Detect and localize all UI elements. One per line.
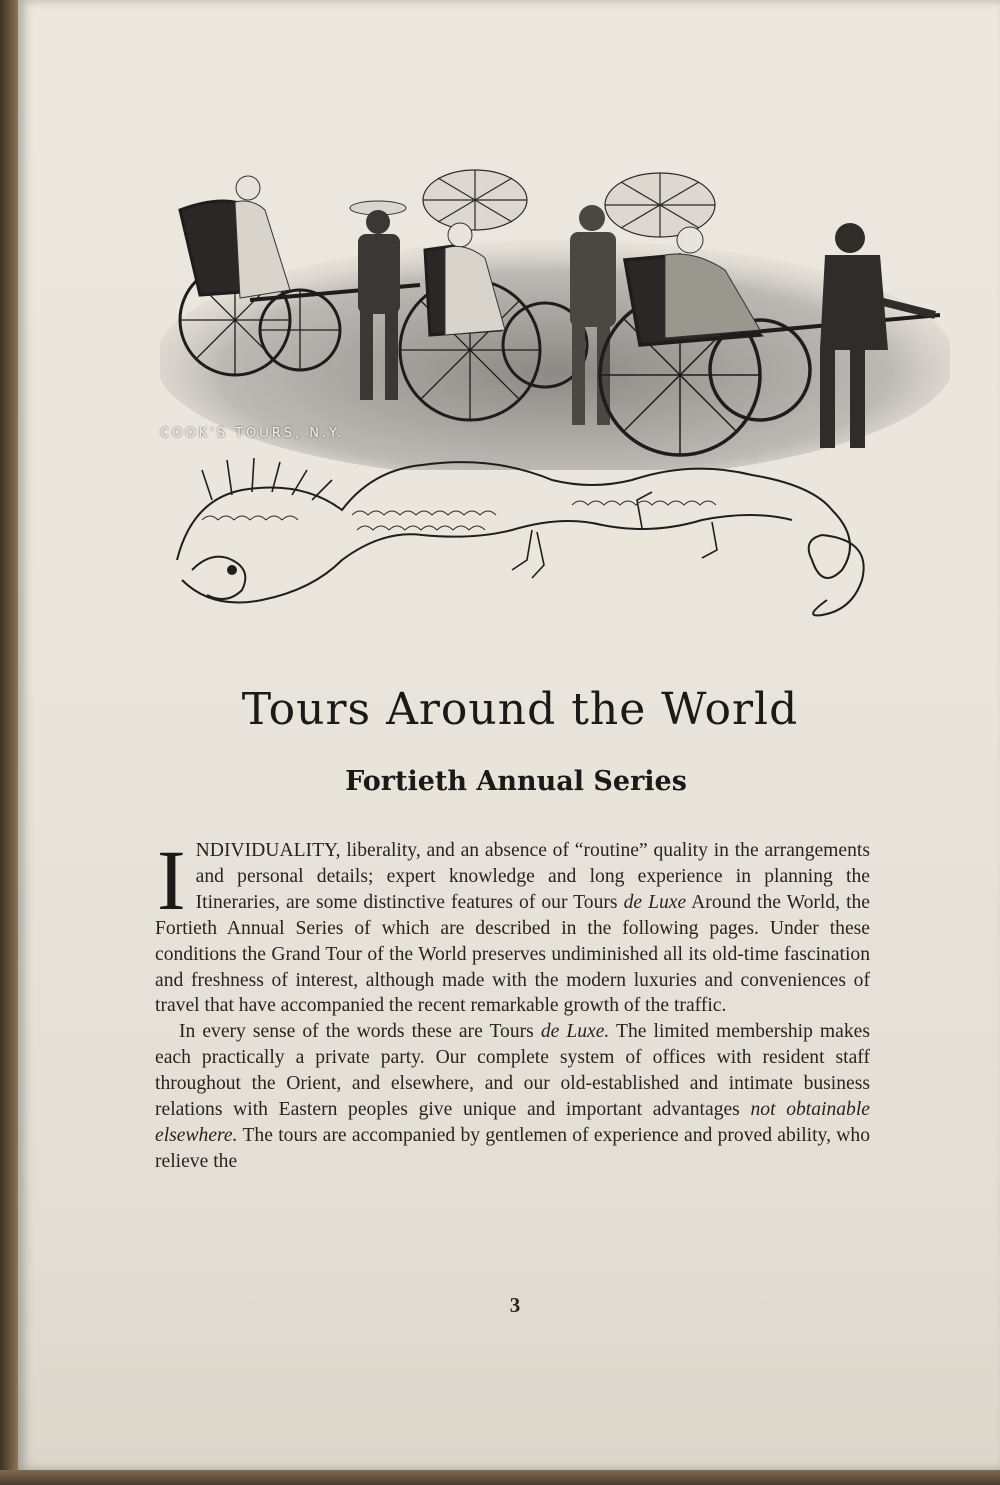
drop-cap: I — [157, 832, 186, 928]
rickshaw-photo — [160, 160, 950, 470]
paragraph-2-rest: The tours are accompanied by gentlemen of experience and proved ability, who relieve the — [155, 1124, 870, 1172]
paragraph-1-rest: Around the World, the Fortieth Annual Series of which are described in the following pages. Under these conditions the Grand Tour of the World preserves undiminished all its old-time fascination and freshness of interest, although made with the modern luxuries and conveniences of travel that have accompanied the recent remarkable growth of the traffic. — [155, 891, 871, 1017]
paragraph-2 — [155, 1019, 870, 1174]
paragraph-2-italic-1: de Luxe. — [540, 1021, 610, 1043]
paragraph-1-italic: de Luxe — [623, 891, 687, 913]
paragraph-2-mid: The limited membership makes each practically a private party. Our complete system of offices with resident staff throughout the Orient, and elsewhere, and our old-established and intimate business relations with Eastern peoples give unique and important advantages — [155, 1021, 870, 1121]
page-number: 3 — [509, 1293, 521, 1317]
parasol-middle — [423, 170, 527, 230]
page-subtitle: Fortieth Annual Series — [345, 766, 687, 797]
paragraph-1 — [155, 832, 871, 1019]
passenger-left — [235, 176, 290, 298]
parasol-right — [605, 173, 715, 237]
book-spine — [0, 0, 18, 1485]
book-bottom-edge — [0, 1470, 1000, 1485]
page-title: Tours Around the World — [241, 684, 799, 735]
paragraph-2-lead: In every sense of the words these are Tours — [179, 1021, 541, 1043]
paragraph-1-lead: NDIVIDUALITY, liberality, and an absence of “routine” quality in the arrangements and personal details; expert knowledge and long experience in planning the Itineraries, are some distinctive features of our Tours — [195, 840, 870, 913]
paragraph-2-italic-2: not obtainable elsewhere. — [155, 1099, 870, 1146]
body-text — [155, 832, 871, 1175]
dragon-illustration — [172, 440, 902, 630]
photo-caption: COOK'S TOURS, N.Y. — [160, 426, 345, 441]
